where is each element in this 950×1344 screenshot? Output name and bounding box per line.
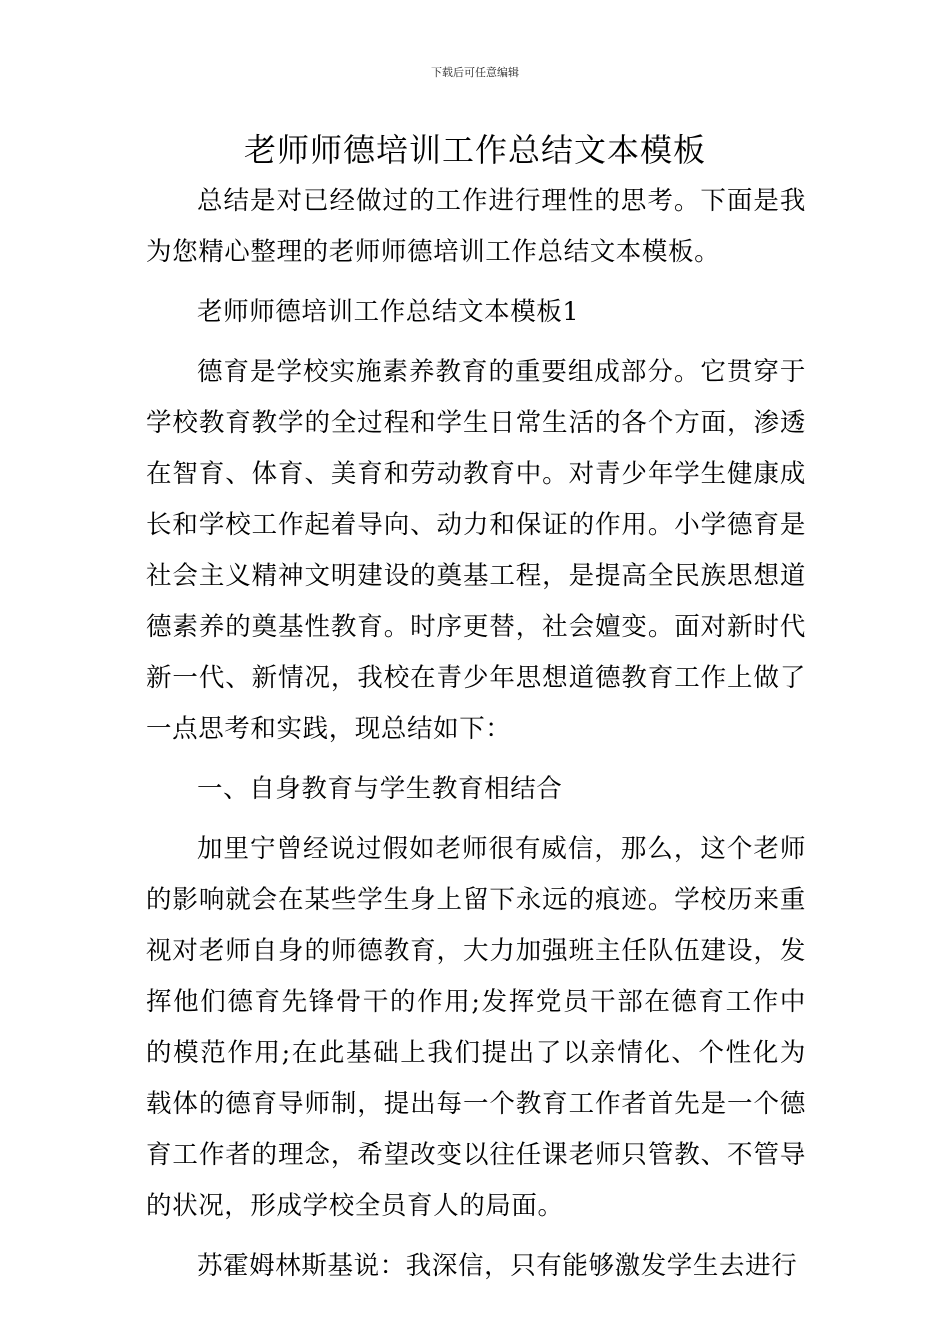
paragraph-kalinin: 加里宁曾经说过假如老师很有威信，那么，这个老师的影响就会在某些学生身上留下永远的痕迹。学校历来重视对老师自身的师德教育，大力加强班主任队伍建设，发挥他们德育先锋骨干的作用;发挥党员干部在德育工作中的模范作用;在此基础上我们提出了以亲情化、个性化为载体的德育导师制，提出每一个教育工作者首先是一个德育工作者的理念，希望改变以往任课老师只管教、不管导的状况，形成学校全员育人的局面。: [146, 834, 806, 1221]
paragraph-sukhomlinsky: 苏霍姆林斯基说：我深信，只有能够激发学生去进行: [197, 1251, 798, 1281]
header-note: 下载后可任意编辑: [431, 66, 519, 79]
document-body: [146, 176, 806, 1292]
paragraph-intro: 总结是对已经做过的工作进行理性的思考。下面是我为您精心整理的老师师德培训工作总结文本模板。: [146, 186, 806, 267]
section-heading-template-1: 老师师德培训工作总结文本模板1: [197, 297, 580, 327]
paragraph-moral-education: 德育是学校实施素养教育的重要组成部分。它贯穿于学校教育教学的全过程和学生日常生活的各个方面，渗透在智育、体育、美育和劳动教育中。对青少年学生健康成长和学校工作起着导向、动力和保证的作用。小学德育是社会主义精神文明建设的奠基工程，是提高全民族思想道德素养的奠基性教育。时序更替，社会嬗变。面对新时代新一代、新情况，我校在青少年思想道德教育工作上做了一点思考和实践，现总结如下：: [146, 357, 806, 744]
section-heading-self-education: 一、自身教育与学生教育相结合: [197, 774, 563, 804]
document-title: 老师师德培训工作总结文本模板: [243, 131, 706, 169]
